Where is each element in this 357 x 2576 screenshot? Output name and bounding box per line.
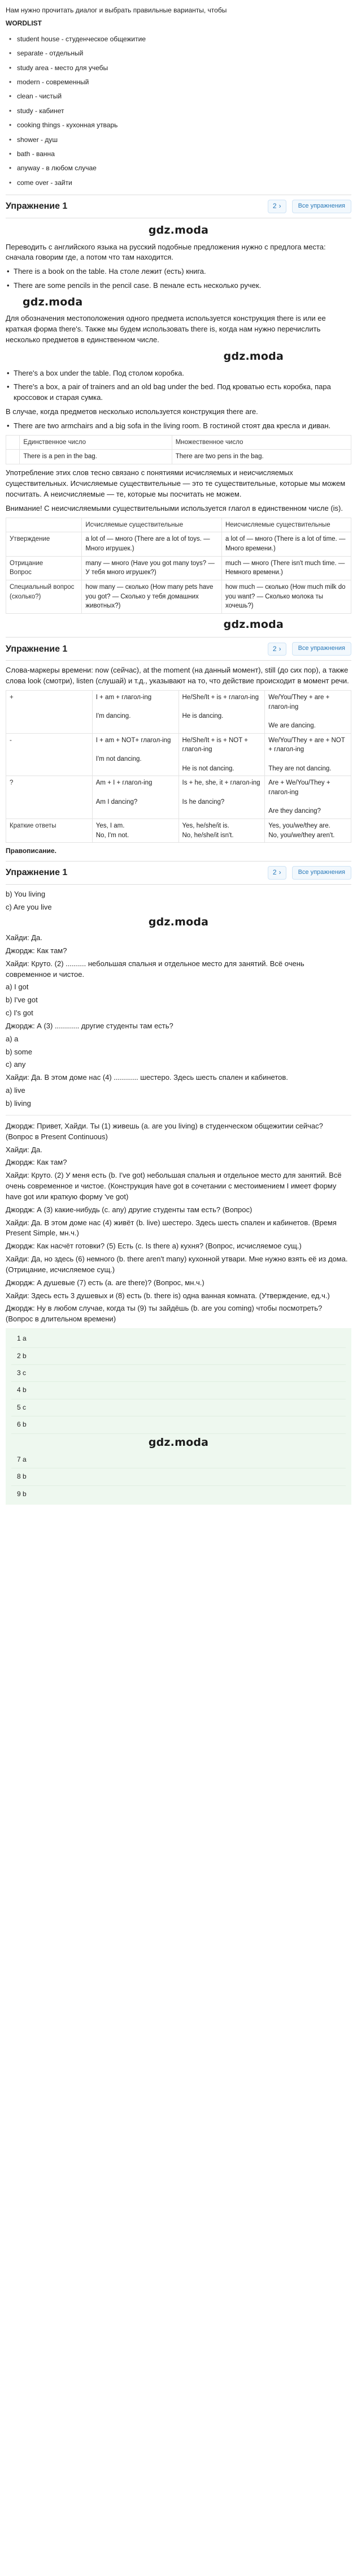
watermark: gdz.moda — [223, 618, 284, 631]
example-bullet: • There's a box, a pair of trainers and an old bag under the bed. Под кроватью есть коробка, пара кроссовок и старая сумка. — [6, 382, 351, 403]
example-bullet: • There are two armchairs and a big sofa in the living room. В гостиной стоят два кресла и диван. — [6, 421, 351, 432]
table-cell: how many — сколько (How many pets have you got? — Сколько у тебя домашних животных?) — [82, 580, 222, 613]
answer-key-row: 1 a — [11, 1330, 346, 1347]
wordlist-item: • modern - современный — [9, 75, 351, 89]
wordlist-item: • study area - место для учебы — [9, 61, 351, 75]
solution-line: Хайди: Круто. (2) У меня есть (b. I've got) небольшая спальня и отдельное место для занятий. Всё очень современное и чистое. (Конструкция have got в сочетании с местоимением I имеет форму have got или краткую форму 've got) — [6, 1171, 342, 1201]
exercise-title: Упражнение 1 — [6, 201, 68, 212]
table-header-row — [6, 518, 351, 532]
number-table — [6, 435, 351, 464]
option-line: c) I's got — [6, 1009, 33, 1018]
wordlist-item: • shower - душ — [9, 133, 351, 147]
table-row — [6, 450, 351, 464]
solution-line: Хайди: Да, но здесь (6) немного (b. there aren't many) кухонной утвари. Мне нужно взять её из дома. (Отрицание, исчисляемое сущ.) — [6, 1255, 348, 1274]
all-exercises-button[interactable]: Все упражнения — [292, 642, 351, 656]
option-line: c) Are you live — [6, 902, 52, 911]
answer-key — [6, 1328, 351, 1505]
exercise-pager[interactable] — [268, 643, 286, 656]
table-header: Единственное число — [20, 435, 172, 450]
table-row — [6, 691, 351, 734]
all-exercises-button[interactable]: Все упражнения — [292, 866, 351, 880]
table-header: Множественное число — [172, 435, 351, 450]
table-cell: Yes, I am. No, I'm not. — [92, 819, 178, 843]
wordlist-item: • bath - ванна — [9, 147, 351, 161]
option-line: b) some — [6, 1047, 32, 1056]
exercise-header — [6, 861, 351, 885]
watermark: gdz.moda — [148, 916, 209, 929]
present-continuous-table — [6, 690, 351, 843]
option-line: a) a — [6, 1034, 19, 1043]
table-cell: Отрицание Вопрос — [6, 556, 82, 580]
chevron-right-icon: › — [278, 644, 281, 653]
solution-line: Джордж: Как насчёт готовки? (5) Есть (c. Is there a) кухня? (Вопрос, исчисляемое сущ.) — [6, 1242, 302, 1251]
table-cell: many — много (Have you got many toys? — У тебя много игрушек?) — [82, 556, 222, 580]
table-cell: Специальный вопрос (сколько?) — [6, 580, 82, 613]
example-bullet: • There's a box under the table. Под столом коробка. — [6, 368, 351, 379]
table-cell: Утверждение — [6, 532, 82, 556]
exercise-header — [6, 195, 351, 218]
table-cell: There are two pens in the bag. — [172, 450, 351, 464]
table-cell: He/She/It + is + NOT + глагол-ing He is not dancing. — [178, 733, 265, 776]
countable-table — [6, 518, 351, 614]
exercise-nav — [268, 866, 351, 880]
answer-key-row: 8 b — [11, 1468, 346, 1485]
wordlist-heading: WORDLIST — [6, 19, 42, 28]
table-cell — [6, 450, 20, 464]
watermark: gdz.moda — [148, 224, 209, 237]
solution-line: Хайди: Да. — [6, 1145, 42, 1154]
pager-number: 2 — [272, 202, 277, 210]
table-header-row — [6, 435, 351, 450]
option-line: a) I got — [6, 983, 29, 992]
all-exercises-button[interactable]: Все упражнения — [292, 200, 351, 213]
option-line: Хайди: Круто. (2) .......... небольшая спальня и отдельное место для занятий. Всё очень современное и чистое. — [6, 959, 304, 979]
answer-key-row: 5 c — [11, 1399, 346, 1416]
wordlist — [6, 32, 351, 190]
watermark: gdz.moda — [223, 350, 284, 363]
exercise-title: Упражнение 1 — [6, 868, 68, 878]
option-line: b) I've got — [6, 996, 38, 1005]
table-header — [6, 518, 82, 532]
answer-key-row: 7 a — [11, 1451, 346, 1468]
pager-number: 2 — [272, 868, 277, 877]
table-cell: We/You/They + are + NOT + глагол-ing They are not dancing. — [265, 733, 351, 776]
table-cell: ? — [6, 776, 93, 819]
wordlist-item: • cooking things - кухонная утварь — [9, 118, 351, 132]
solution-line: Джордж: А (3) какие-нибудь (c. any) другие студенты там есть? (Вопрос) — [6, 1205, 252, 1214]
exercise-pager[interactable] — [268, 200, 286, 213]
table-cell: a lot of — много (There is a lot of time. — Много времени.) — [221, 532, 351, 556]
table-cell: There is a pen in the bag. — [20, 450, 172, 464]
option-line: b) living — [6, 1099, 31, 1108]
paragraph: В случае, когда предметов несколько используется конструкция there are. — [6, 407, 258, 416]
table-cell: a lot of — много (There are a lot of toys. — Много игрушек.) — [82, 532, 222, 556]
exercise-nav — [268, 200, 351, 213]
wordlist-item: • come over - зайти — [9, 176, 351, 190]
answer-key-row: 2 b — [11, 1348, 346, 1365]
pager-number: 2 — [272, 644, 277, 653]
example-bullet: • There are some pencils in the pencil case. В пенале есть несколько ручек. — [6, 281, 351, 291]
table-row — [6, 532, 351, 556]
table-row — [6, 580, 351, 613]
wordlist-item: • separate - отдельный — [9, 46, 351, 61]
solution-line: Джордж: Как там? — [6, 1158, 67, 1167]
table-cell: Am + I + глагол-ing Am I dancing? — [92, 776, 178, 819]
table-cell: Yes, you/we/they are. No, you/we/they aren't. — [265, 819, 351, 843]
paragraph: Слова-маркеры времени: now (сейчас), at the moment (на данный момент), still (до сих пор), а также слова look (смотри), listen (слушай) и т.д., указывают на то, что действие происходит в момент речи. — [6, 666, 349, 686]
wordlist-item: • anyway - в любом случае — [9, 161, 351, 175]
table-cell: Is + he, she, it + глагол-ing Is he dancing? — [178, 776, 265, 819]
option-line: Хайди: Да. — [6, 933, 42, 942]
watermark: gdz.moda — [23, 295, 83, 308]
table-cell: Are + We/You/They + глагол-ing Are they dancing? — [265, 776, 351, 819]
option-line: Джордж: А (3) ............ другие студенты там есть? — [6, 1021, 173, 1030]
option-line: b) You living — [6, 889, 46, 898]
exercise-header — [6, 637, 351, 661]
wordlist-item: • student house - студенческое общежитие — [9, 32, 351, 46]
spelling-note: Правописание. — [6, 847, 56, 855]
intro-text: Нам нужно прочитать диалог и выбрать правильные варианты, чтобы — [6, 6, 227, 14]
dialog-solution — [6, 1121, 351, 1325]
paragraph: Для обозначения местоположения одного предмета используется конструкция there is или ее краткая форма there's. Также мы будем использовать there is, когда нам нужно перечислить несколько предметов в единственном числе. — [6, 314, 326, 344]
paragraph: Переводить с английского языка на русский подобные предложения нужно с предлога места: сначала говорим где, а потом что там находится. — [6, 242, 326, 262]
table-cell: Yes, he/she/it is. No, he/she/it isn't. — [178, 819, 265, 843]
table-cell: how much — сколько (How much milk do you want? — Сколько молока ты хочешь?) — [221, 580, 351, 613]
paragraph: Употребление этих слов тесно связано с понятиями исчисляемых и неисчисляемых существительных. Исчисляемые существительные — это те существительные, которые мы можем посчитать. А неисчисляемые — те, которые мы посчитать не можем. — [6, 468, 346, 498]
option-line: c) any — [6, 1060, 26, 1069]
table-cell: Краткие ответы — [6, 819, 93, 843]
answer-key-row: 6 b — [11, 1416, 346, 1433]
table-header — [6, 435, 20, 450]
exercise-nav — [268, 642, 351, 656]
table-header: Исчисляемые существительные — [82, 518, 222, 532]
table-cell: I + am + NOT+ глагол-ing I'm not dancing. — [92, 733, 178, 776]
watermark: gdz.moda — [148, 1436, 209, 1449]
exercise-pager[interactable] — [268, 866, 286, 879]
solution-line: Джордж: А душевые (7) есть (a. are there)? (Вопрос, мн.ч.) — [6, 1278, 204, 1287]
option-line: Хайди: Да. В этом доме нас (4) ............ шестеро. Здесь шесть спален и кабинетов. — [6, 1073, 288, 1082]
solution-line: Хайди: Да. В этом доме нас (4) живёт (b. live) шестеро. Здесь шесть спален и кабинетов. (Время Present Simple, мн.ч.) — [6, 1218, 337, 1238]
option-line: Джордж: Как там? — [6, 946, 67, 955]
note: Внимание! С неисчисляемыми существительными используется глагол в единственном числе (is). — [6, 503, 343, 512]
dialog-options — [6, 889, 351, 1109]
table-cell: I + am + глагол-ing I'm dancing. — [92, 691, 178, 734]
table-cell: We/You/They + are + глагол-ing We are dancing. — [265, 691, 351, 734]
solution-line: Джордж: Привет, Хайди. Ты (1) живешь (a. are you living) в студенческом общежитии сейчас? (Вопрос в Present Continuous) — [6, 1121, 323, 1141]
solution-line: Джордж: Ну в любом случае, когда ты (9) ты зайдёшь (b. are you coming) чтобы посмотреть? (Вопрос в длительном времени) — [6, 1304, 323, 1324]
table-row — [6, 776, 351, 819]
table-cell: He/She/It + is + глагол-ing He is dancing. — [178, 691, 265, 734]
table-row — [6, 556, 351, 580]
answer-key-row: 3 c — [11, 1365, 346, 1382]
chevron-right-icon: › — [278, 868, 281, 877]
answer-key-row: 9 b — [17, 1489, 27, 1498]
table-header: Неисчисляемые существительные — [221, 518, 351, 532]
table-cell: + — [6, 691, 93, 734]
table-row — [6, 819, 351, 843]
table-cell: - — [6, 733, 93, 776]
example-bullet: • There is a book on the table. На столе лежит (есть) книга. — [6, 266, 351, 277]
table-cell: much — много (There isn't much time. — Немного времени.) — [221, 556, 351, 580]
option-line: a) live — [6, 1086, 25, 1095]
wordlist-item: • study - кабинет — [9, 104, 351, 118]
solution-line: Хайди: Здесь есть 3 душевых и (8) есть (b. there is) одна ванная комната. (Утверждение, ед.ч.) — [6, 1291, 330, 1300]
answer-key-row: 4 b — [11, 1382, 346, 1399]
wordlist-item: • clean - чистый — [9, 89, 351, 104]
chevron-right-icon: › — [278, 202, 281, 210]
table-row — [6, 733, 351, 776]
exercise-title: Упражнение 1 — [6, 644, 68, 654]
